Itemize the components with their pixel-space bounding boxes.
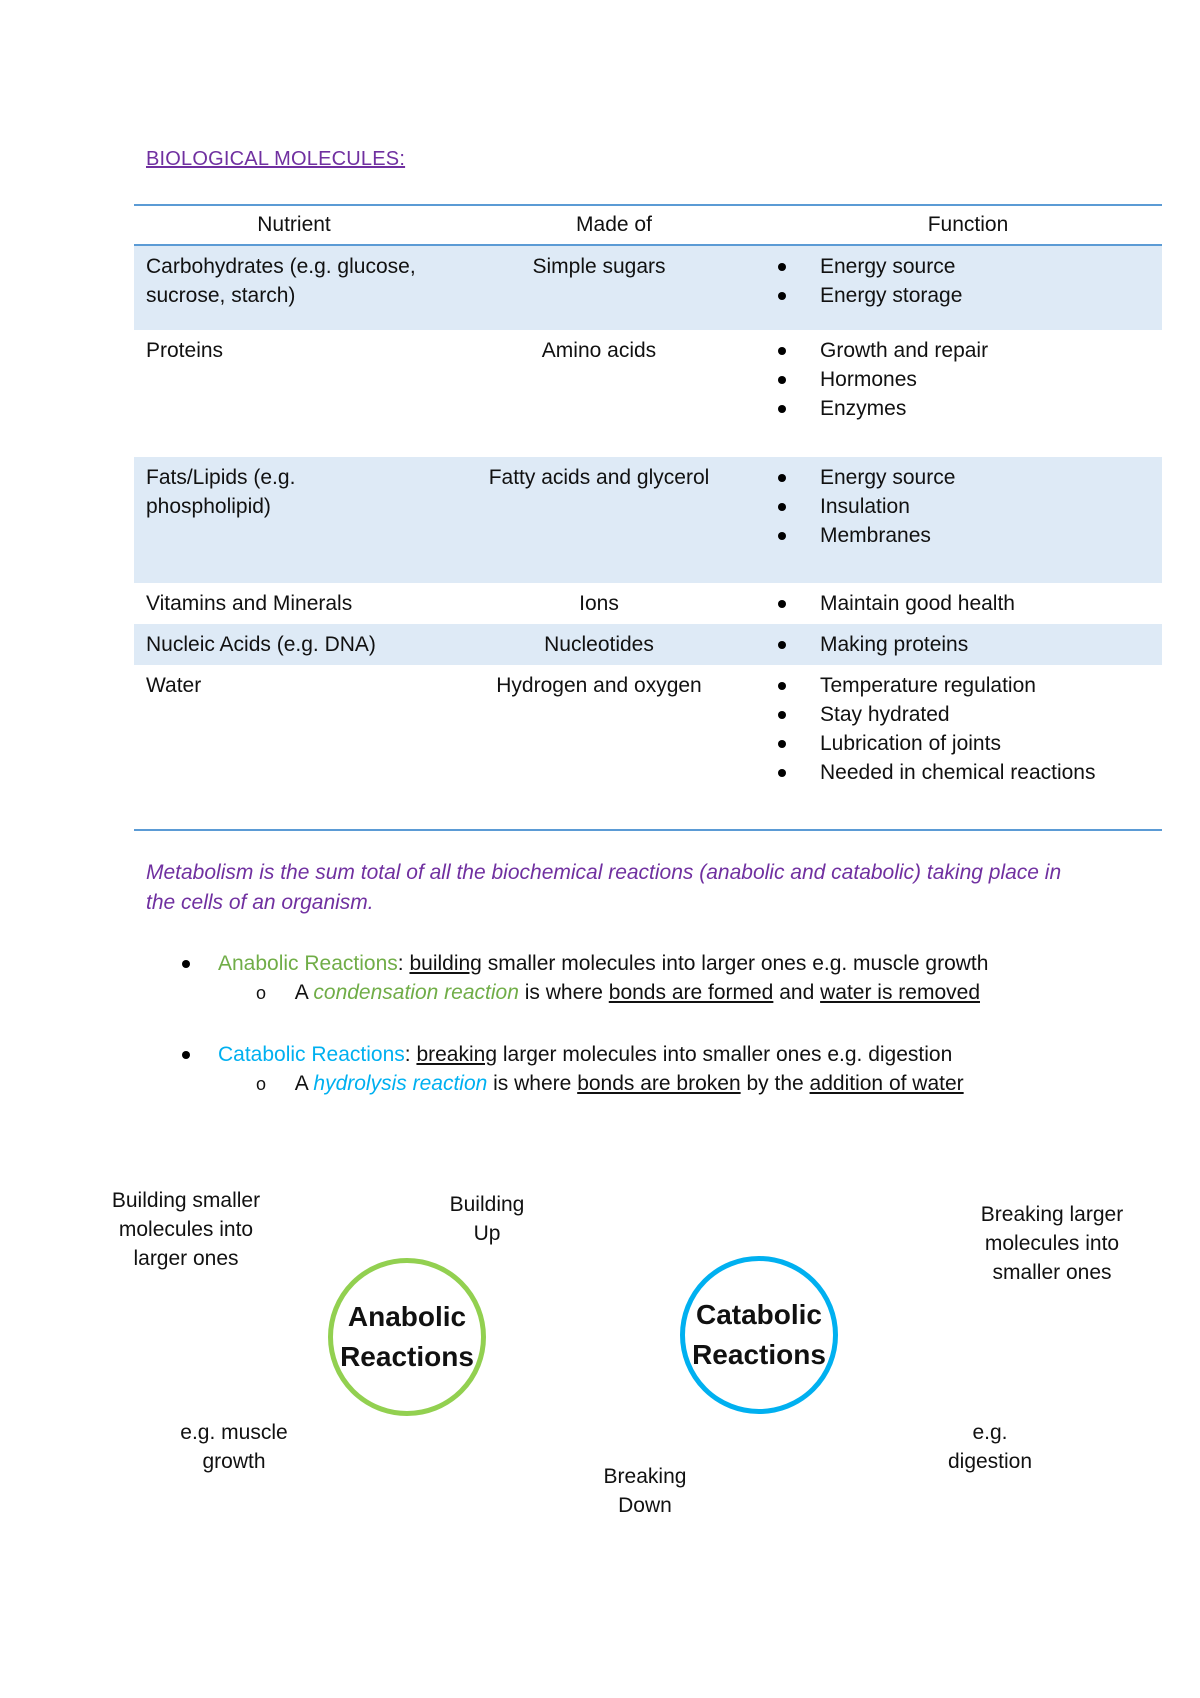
circle-bullet-icon: o	[256, 1074, 267, 1094]
label-breaking-down	[585, 1462, 705, 1520]
nutrient-cell: Nucleic Acids (e.g. DNA)	[146, 633, 376, 656]
catabolic-colon: :	[404, 1043, 411, 1066]
function-item: Membranes	[774, 521, 1162, 550]
hydrolysis-subbullet	[256, 1069, 964, 1099]
bonds-broken: bonds are broken	[577, 1072, 741, 1095]
table-row	[134, 583, 1162, 624]
made-of-cell: Hydrogen and oxygen	[496, 674, 702, 697]
sub-article: A	[294, 981, 308, 1004]
anabolic-rest: smaller molecules into larger ones e.g. muscle growth	[487, 952, 989, 975]
circle-label: Anabolic	[347, 1301, 467, 1332]
label-line: molecules into	[118, 1218, 254, 1241]
label-eg-digestion	[930, 1418, 1050, 1476]
function-item: Insulation	[774, 492, 1162, 521]
function-item: Energy source	[774, 463, 1162, 492]
water-removed: water is removed	[820, 981, 980, 1004]
bonds-formed: bonds are formed	[608, 981, 774, 1004]
sub-article: A	[294, 1072, 308, 1095]
label-eg-muscle-growth	[169, 1418, 299, 1476]
nutrient-cell: Vitamins and Minerals	[146, 592, 353, 615]
table-row	[134, 246, 1162, 330]
nutrient-cell: Water	[146, 674, 202, 697]
nutrient-cell: Carbohydrates (e.g. glucose, sucrose, starch)	[146, 255, 416, 307]
label-line: molecules into	[984, 1232, 1120, 1255]
circle-label: Reactions	[692, 1339, 826, 1370]
sub-text: is where	[493, 1072, 572, 1095]
anabolic-reactions-circle	[328, 1258, 486, 1416]
function-item: Enzymes	[774, 394, 1162, 423]
label-line: Down	[618, 1494, 672, 1517]
nutrient-cell: Proteins	[146, 339, 224, 362]
label-line: Breaking	[603, 1465, 687, 1488]
function-cell	[774, 336, 1162, 457]
header-nutrient: Nutrient	[257, 213, 331, 236]
function-item: Energy source	[774, 252, 1162, 281]
made-of-cell: Ions	[579, 592, 619, 615]
anabolic-bullet	[182, 949, 988, 978]
nutrient-cell: Fats/Lipids (e.g. phospholipid)	[146, 466, 296, 518]
catabolic-bullet	[182, 1040, 952, 1069]
page-title: BIOLOGICAL MOLECULES:	[146, 148, 406, 170]
condensation-term: condensation reaction	[313, 981, 519, 1004]
label-breaking-larger	[962, 1200, 1142, 1287]
function-cell	[774, 463, 1162, 583]
label-building-up	[427, 1190, 547, 1248]
function-item: Needed in chemical reactions	[774, 758, 1162, 787]
circle-label: Reactions	[340, 1341, 474, 1372]
catabolic-term: Catabolic Reactions	[218, 1043, 405, 1066]
label-line: Building	[449, 1193, 525, 1216]
catabolic-reactions-circle	[680, 1256, 838, 1414]
anabolic-term: Anabolic Reactions	[218, 952, 398, 975]
table-row	[134, 624, 1162, 665]
label-line: e.g. muscle	[180, 1421, 288, 1444]
nutrient-table	[134, 204, 1162, 831]
function-cell	[774, 671, 1162, 829]
table-row	[134, 457, 1162, 583]
function-item: Lubrication of joints	[774, 729, 1162, 758]
function-item: Stay hydrated	[774, 700, 1162, 729]
label-line: Building smaller	[111, 1189, 261, 1212]
metabolism-definition: Metabolism is the sum total of all the biochemical reactions (anabolic and catabolic) taking place in the cells of an organism.	[146, 861, 1062, 914]
made-of-cell: Amino acids	[541, 339, 657, 362]
label-building-smaller	[96, 1186, 276, 1273]
catabolic-rest: larger molecules into smaller ones e.g. digestion	[502, 1043, 953, 1066]
function-item: Hormones	[774, 365, 1162, 394]
made-of-cell: Fatty acids and glycerol	[488, 466, 710, 489]
table-header	[134, 206, 1162, 246]
sub-text: by the	[746, 1072, 804, 1095]
made-of-cell: Simple sugars	[532, 255, 666, 278]
label-line: e.g.	[972, 1421, 1008, 1444]
made-of-cell: Nucleotides	[544, 633, 654, 656]
header-function: Function	[927, 213, 1009, 236]
addition-of-water: addition of water	[809, 1072, 964, 1095]
function-cell	[774, 252, 1162, 330]
circle-label: Catabolic	[695, 1299, 822, 1330]
anabolic-colon: :	[397, 952, 404, 975]
condensation-subbullet	[256, 978, 980, 1008]
function-item: Growth and repair	[774, 336, 1162, 365]
anabolic-key: building	[409, 952, 482, 975]
catabolic-key: breaking	[416, 1043, 498, 1066]
header-made-of: Made of	[576, 213, 652, 236]
label-line: smaller ones	[992, 1261, 1112, 1284]
table-row	[134, 665, 1162, 829]
label-line: larger ones	[133, 1247, 239, 1270]
function-item: Making proteins	[774, 630, 1162, 659]
label-line: Up	[473, 1222, 501, 1245]
hydrolysis-term: hydrolysis reaction	[313, 1072, 488, 1095]
label-line: Breaking larger	[980, 1203, 1124, 1226]
circle-bullet-icon: o	[256, 983, 267, 1003]
sub-text: and	[779, 981, 815, 1004]
sub-text: is where	[524, 981, 603, 1004]
table-row	[134, 330, 1162, 457]
function-item: Temperature regulation	[774, 671, 1162, 700]
function-cell	[774, 630, 1162, 665]
function-item: Maintain good health	[774, 589, 1162, 618]
label-line: growth	[202, 1450, 266, 1473]
function-item: Energy storage	[774, 281, 1162, 310]
function-cell	[774, 589, 1162, 624]
label-line: digestion	[947, 1450, 1033, 1473]
